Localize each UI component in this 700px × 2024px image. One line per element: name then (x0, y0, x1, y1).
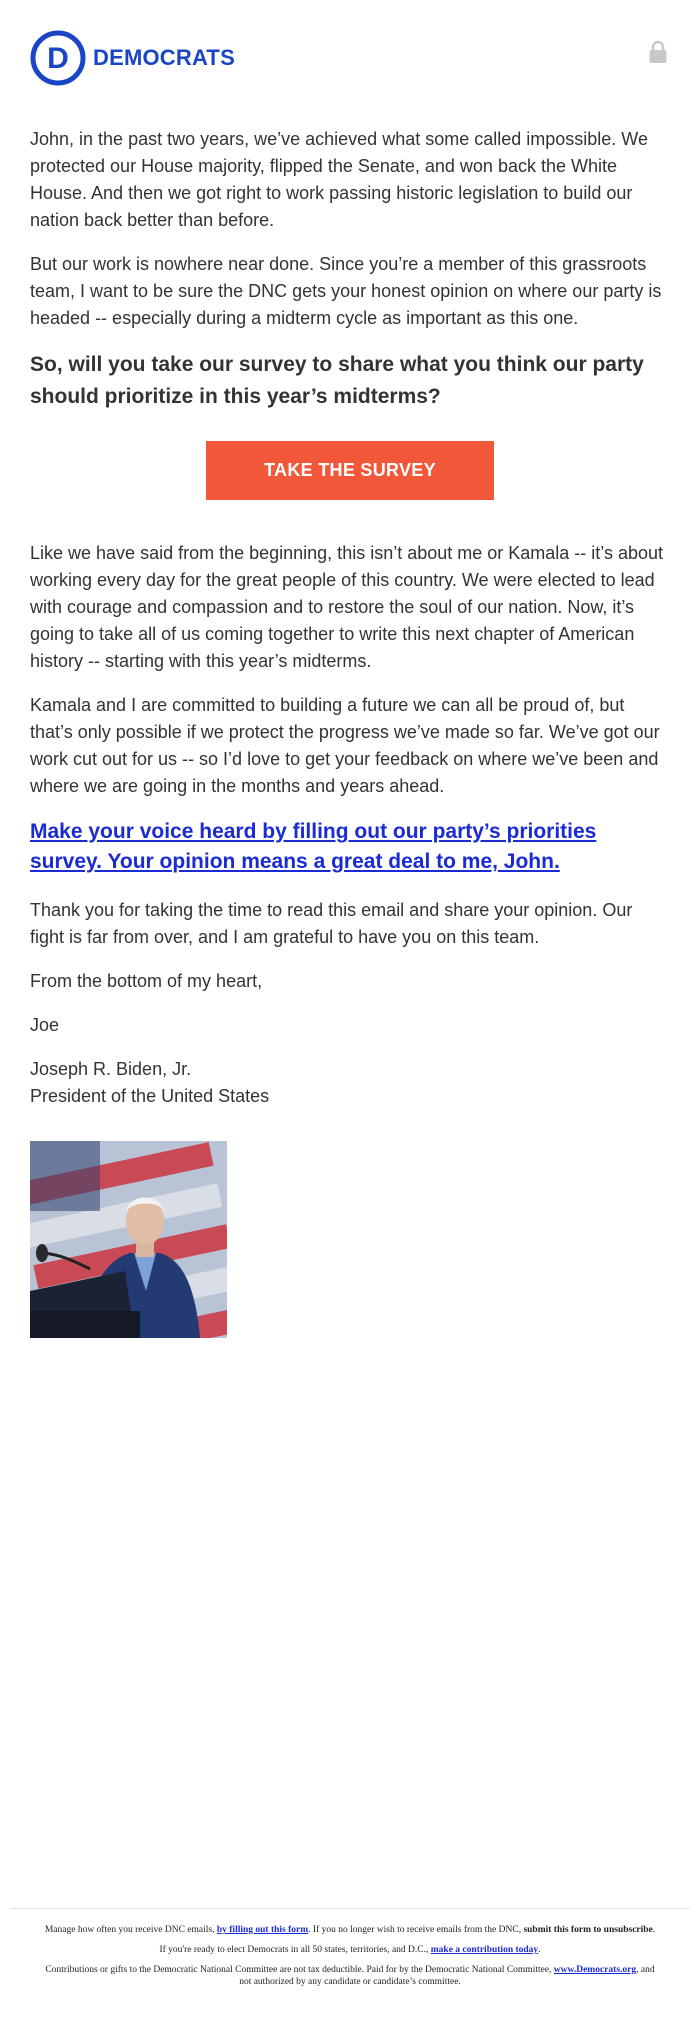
take-survey-button[interactable]: TAKE THE SURVEY (206, 441, 494, 500)
footer-contribute-line (40, 1944, 660, 1956)
footer-manage-line (40, 1924, 660, 1936)
footer-text: If you're ready to elect Democrats in all 50 states, territories, and D.C., (159, 1945, 431, 1955)
signature-title: President of the United States (30, 1086, 270, 1106)
unsubscribe-link[interactable]: submit this form to unsubscribe (523, 1925, 653, 1935)
footer-text: . (652, 1925, 656, 1935)
email-header (30, 30, 670, 92)
paragraph-future: Kamala and I are committed to building a future we can all be proud of, but that’s only possible if we protect the progress we’ve made so far. We’ve got our work cut out for us -- so I’d love to get your feedback on where we’ve been and where we are going in the months and years ahead. (30, 695, 660, 796)
footer-text: . (538, 1945, 541, 1955)
democrats-logo-icon (30, 30, 86, 86)
manage-emails-link[interactable]: by filling out this form (216, 1925, 309, 1935)
lock-icon (648, 40, 668, 64)
democrats-org-link[interactable]: www.Democrats.org (553, 1965, 637, 1975)
signoff: Joe (30, 1015, 60, 1035)
survey-heading: So, will you take our survey to share what you think our party should prioritize in this year’s midterms? (30, 353, 644, 408)
footer-text: Manage how often you receive DNC emails, (44, 1925, 217, 1935)
biden-photo (30, 1141, 227, 1338)
paragraph-intro: John, in the past two years, we’ve achieved what some called impossible. We protected our House majority, flipped the Senate, and won back the White House. And then we got right to work passing historic legislation to build our nation back better than before. (30, 129, 648, 230)
paragraph-work: But our work is nowhere near done. Since you’re a member of this grassroots team, I want to be sure the DNC gets your honest opinion on where our party is headed -- especially during a midterm cycle as important as this one. (30, 254, 662, 328)
closing-line: From the bottom of my heart, (30, 971, 263, 991)
button-wrapper (30, 441, 670, 500)
logo-text: DEMOCRATS (93, 45, 235, 70)
footer-disclaimer (40, 1964, 660, 1988)
email-footer (40, 1924, 660, 1996)
democrats-logo[interactable] (30, 30, 235, 86)
paragraph-thanks: Thank you for taking the time to read this email and share your opinion. Our fight is far from over, and I am grateful to have you on this team. (30, 900, 633, 947)
signature (30, 1056, 670, 1110)
paragraph-kamala: Like we have said from the beginning, this isn’t about me or Kamala -- it’s about working every day for the great people of this country. We were elected to lead with courage and compassion and to restore the soul of our nation. Now, it’s going to take all of us coming together to write this next chapter of American history -- starting with this year’s midterms. (30, 543, 664, 671)
survey-link[interactable]: Make your voice heard by filling out our party’s priorities survey. Your opinion means a great deal to me, John. (30, 820, 597, 873)
portrait-image (30, 1141, 227, 1338)
footer-text: Contributions or gifts to the Democratic National Committee are not tax deductible. Paid for by the Democratic National Committee, (45, 1965, 554, 1975)
logo-letter: D (47, 42, 69, 75)
contribution-link[interactable]: make a contribution today (430, 1945, 539, 1955)
footer-text: , and not authorized by any candidate or candidate’s committee. (239, 1965, 655, 1987)
signature-name: Joseph R. Biden, Jr. (30, 1059, 192, 1079)
email-body (30, 126, 670, 1338)
footer-divider (10, 1908, 690, 1909)
footer-text: . If you no longer wish to receive emails from the DNC, (308, 1925, 524, 1935)
